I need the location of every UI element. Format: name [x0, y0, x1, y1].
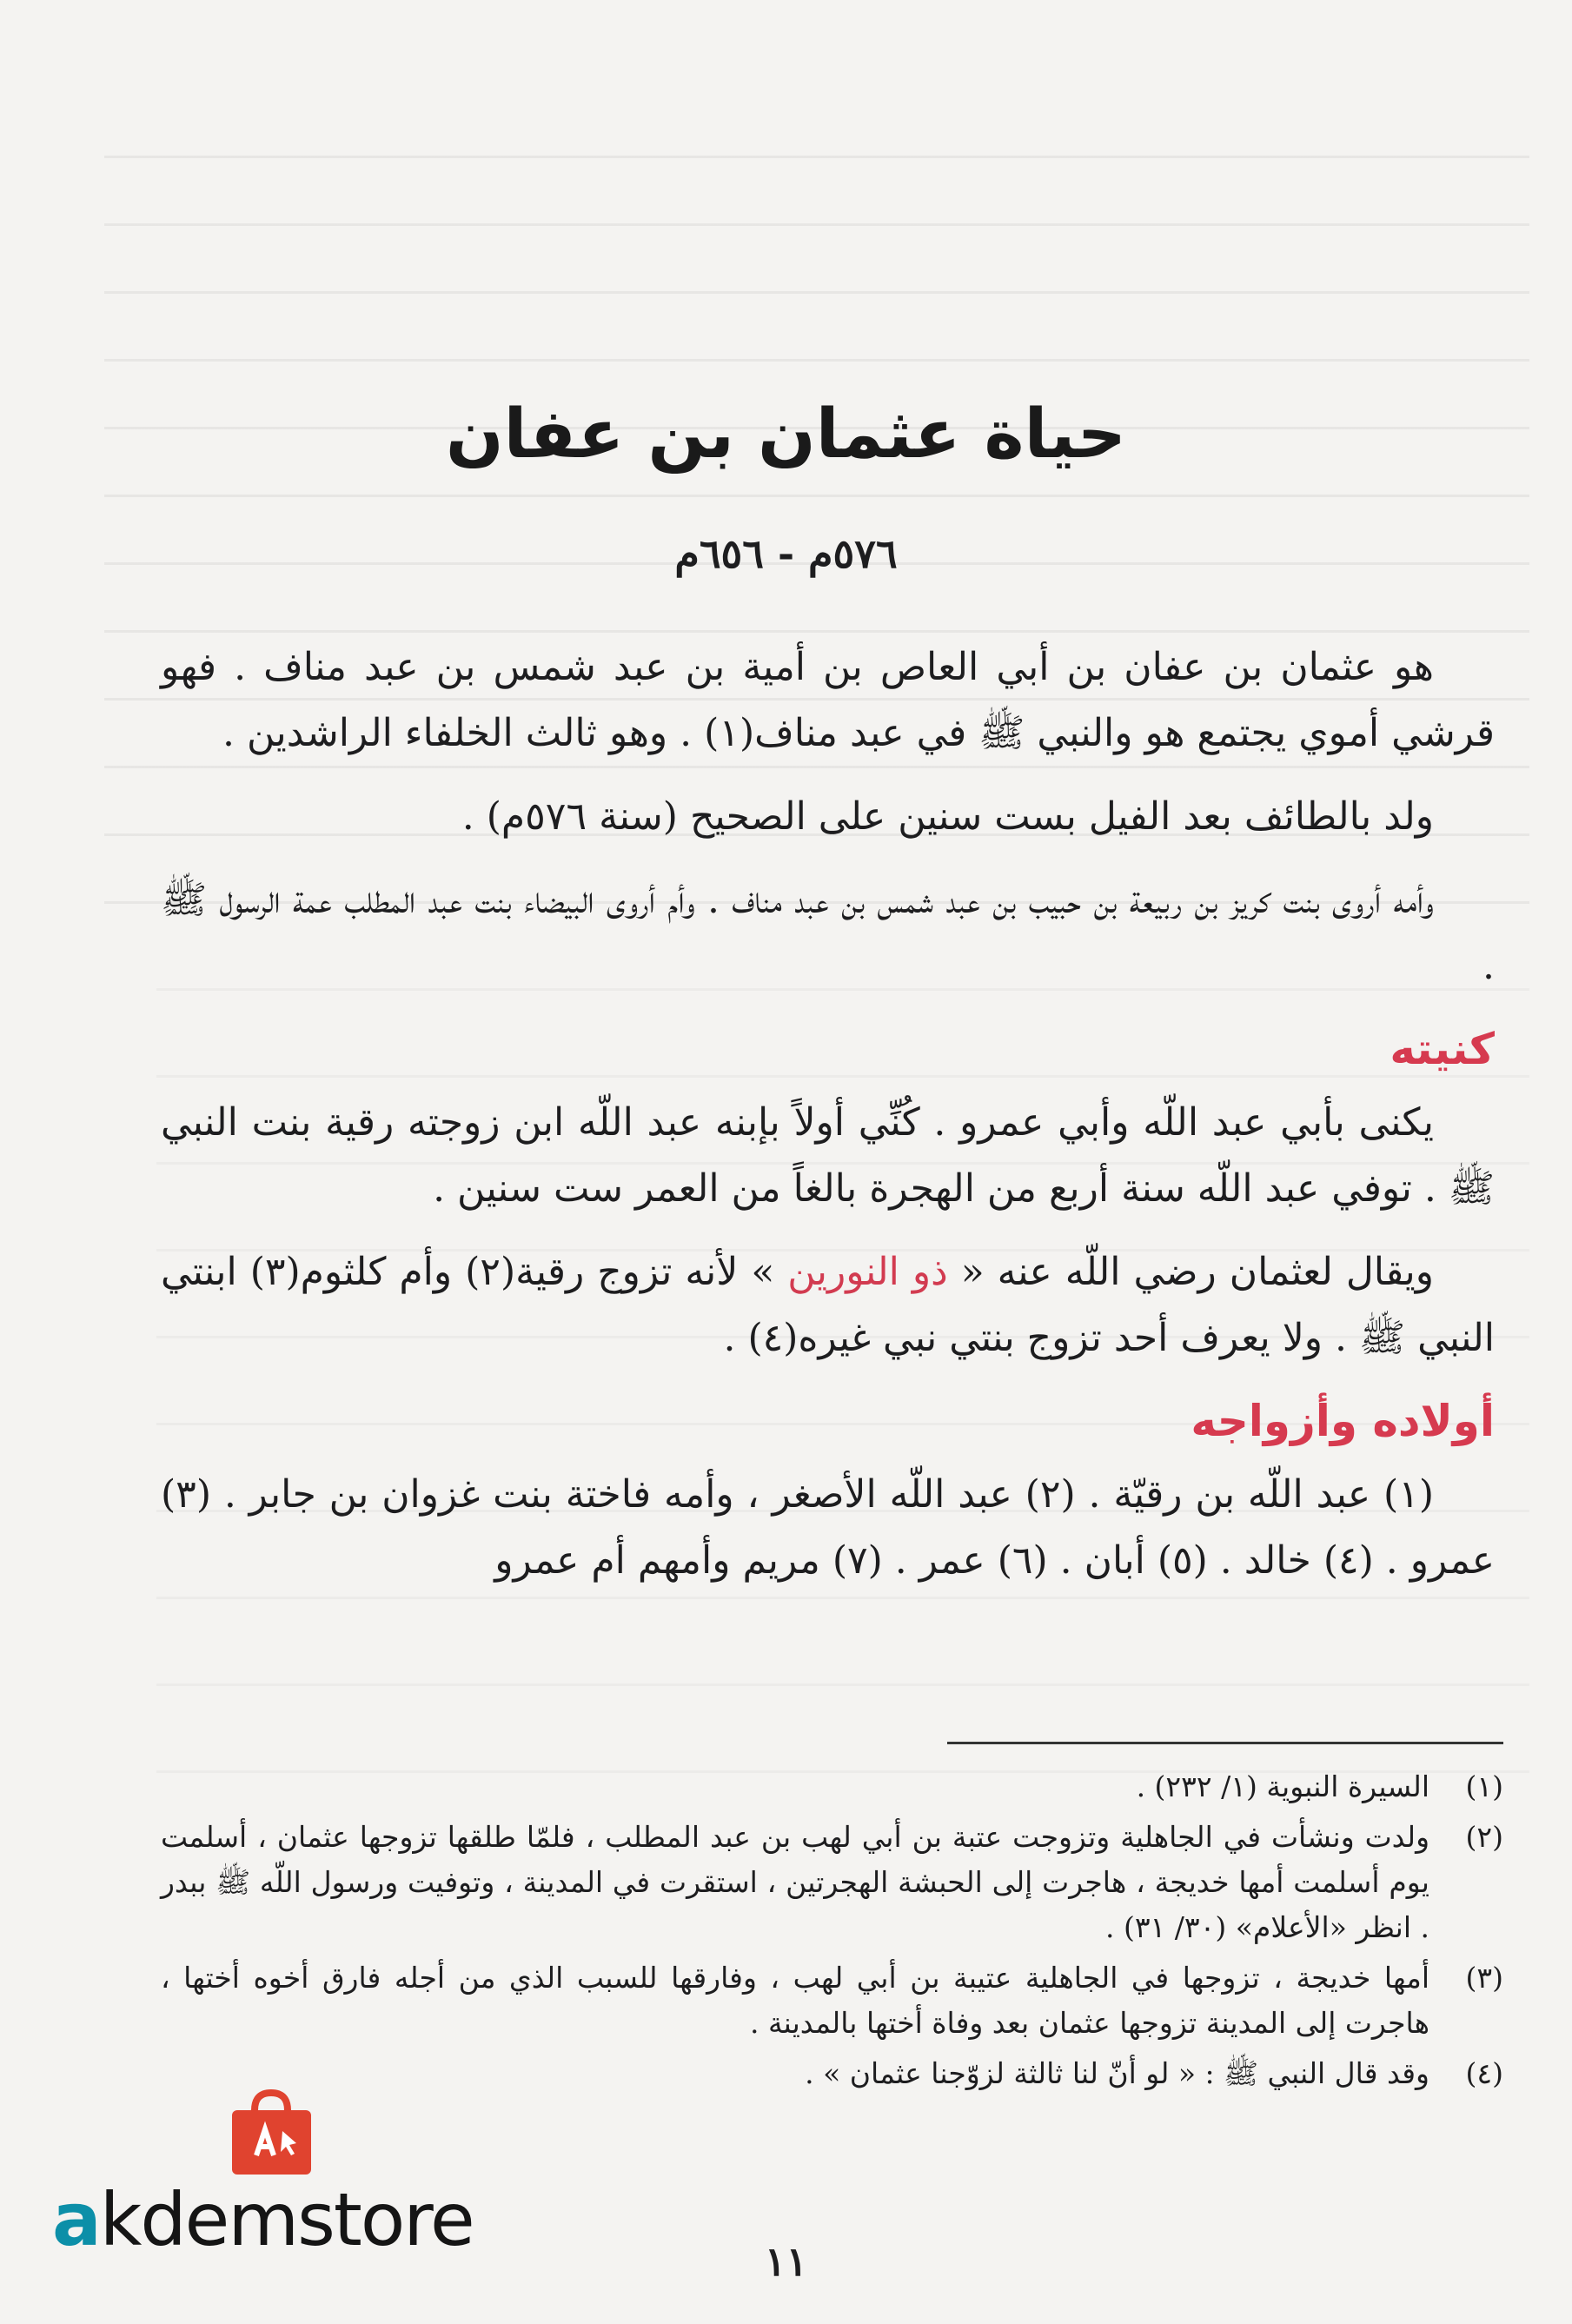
footnotes	[161, 1764, 1503, 2102]
footnote-text: ولدت ونشأت في الجاهلية وتزوجت عتبة بن أبي لهب بن عبد المطلب ، فلمّا طلقها تزوجها عثمان ، أسلمت يوم أسلمت أمها خديجة ، هاجرت إلى الحبشة الهجرتين ، استقرت في المدينة ، وتوفيت ورسول اللّه ﷺ ببدر . انظر «الأعلام» (٣٠/ ٣١) .	[161, 1820, 1429, 1944]
footnote-separator	[947, 1742, 1503, 1744]
footnote-number: (٤)	[1465, 2056, 1503, 2090]
footnote	[161, 1955, 1503, 2046]
footnote-text: أمها خديجة ، تزوجها في الجاهلية عتيبة بن أبي لهب ، وفارقها للسبب الذي من أجله فارق أخوه أختها ، هاجرت إلى المدينة تزوجها عثمان بعد وفاة أختها بالمدينة .	[161, 1961, 1429, 2040]
kunya-paragraph: يكنى بأبي عبد اللّه وأبي عمرو . كُنِّي أولاً بإبنه عبد اللّه ابن زوجته رقية بنت النبي ﷺ . توفي عبد اللّه سنة أربع من الهجرة بالغاً من العمر ست سنين .	[161, 1100, 1495, 1211]
page-number: ١١	[764, 2238, 808, 2285]
footnote-text: السيرة النبوية (١/ ٢٣٢) .	[1136, 1770, 1429, 1803]
birth-paragraph: ولد بالطائف بعد الفيل بست سنين على الصحيح (سنة ٥٧٦م) .	[461, 794, 1434, 839]
intro-paragraph: هو عثمان بن عفان بن أبي العاص بن أمية بن عبد شمس بن عبد مناف . فهو قرشي أموي يجتمع هو والنبي ﷺ في عبد مناف(١) . وهو ثالث الخلفاء الراشدين .	[161, 645, 1495, 755]
mother-paragraph: وأمه أروى بنت كريز بن ربيعة بن حبيب بن عبد شمس بن عبد مناف . وأم أروى البيضاء بنت عبد المطلب عمة الرسول ﷺ .	[161, 878, 1495, 988]
page-title: حياة عثمان بن عفان	[446, 395, 1126, 474]
logo-wordmark	[52, 2177, 474, 2262]
footnote-text: وقد قال النبي ﷺ : « لو أنّ لنا ثالثة لزوّجنا عثمان » .	[805, 2056, 1429, 2090]
nurayn-paragraph	[161, 1239, 1495, 1371]
logo-prefix: a	[52, 2177, 100, 2262]
nurayn-text-before: ويقال لعثمان رضي اللّه عنه «	[947, 1250, 1434, 1294]
footnote	[161, 1764, 1503, 1809]
footnote	[161, 1815, 1503, 1950]
section-heading-children: أولاده وأزواجه	[1191, 1396, 1495, 1446]
footnote-number: (١)	[1465, 1770, 1503, 1803]
section-heading-kunya: كنيته	[1390, 1024, 1495, 1074]
children-paragraph: (١) عبد اللّه بن رقيّة . (٢) عبد اللّه الأصغر ، وأمه فاختة بنت غزوان بن جابر . (٣) عمرو . (٤) خالد . (٥) أبان . (٦) عمر . (٧) مريم وأمهم أم عمرو	[161, 1472, 1495, 1583]
akdemstore-logo	[52, 2086, 504, 2268]
logo-rest: kdemstore	[99, 2177, 474, 2262]
shopping-bag-icon	[222, 2086, 322, 2181]
footnote-number: (٣)	[1465, 1961, 1503, 1995]
nurayn-highlight: ذو النورين	[787, 1250, 948, 1294]
main-text	[161, 634, 1495, 1611]
nurayn-text-after: » لأنه تزوج رقية(٢) وأم كلثوم(٣) ابنتي النبي ﷺ . ولا يعرف أحد تزوج بنتي نبي غيره(٤) .	[161, 1250, 1495, 1360]
date-range: ٥٧٦م - ٦٥٦م	[674, 530, 898, 577]
footnote-number: (٢)	[1465, 1820, 1503, 1854]
